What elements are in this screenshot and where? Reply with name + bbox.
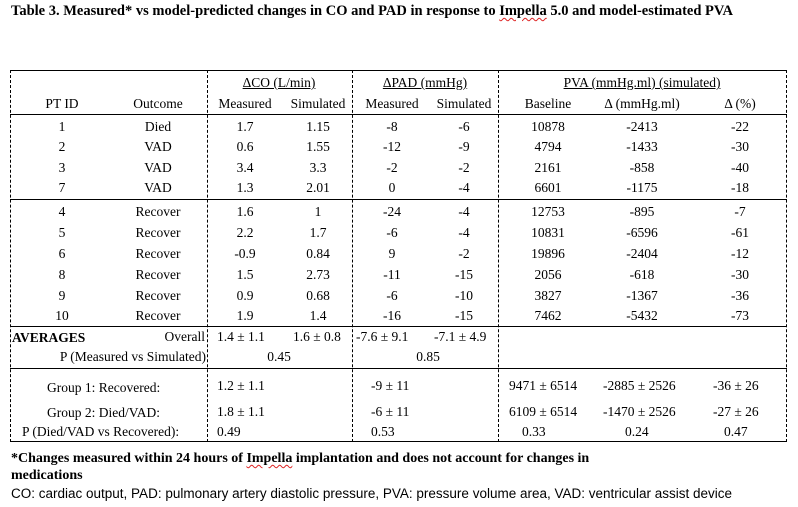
cell-co-measured: 3.4	[236, 160, 254, 175]
group-divider	[10, 199, 787, 200]
cell-pad-measured: -2	[386, 160, 398, 175]
cell-pva-pct: -7	[734, 204, 746, 219]
avg-co-simulated: 1.6 ± 0.8	[293, 329, 341, 344]
cell-pt-id: 2	[58, 139, 66, 154]
title-text-post: 5.0 and model-estimated PVA	[546, 3, 733, 19]
cell-pva-pct: -18	[731, 180, 749, 195]
cell-pad-simulated: -10	[455, 288, 473, 303]
cell-pva-pct: -30	[731, 267, 749, 282]
group1-pva-delta: -2885 ± 2526	[603, 378, 676, 393]
cell-outcome: Recover	[135, 225, 181, 240]
cell-pva-baseline: 12753	[531, 204, 565, 219]
header-pt-id: PT ID	[45, 96, 79, 111]
cell-pt-id: 5	[58, 225, 66, 240]
cell-pad-simulated: -4	[458, 180, 470, 195]
group2-label: Group 2: Died/VAD:	[47, 405, 160, 420]
cell-outcome: VAD	[144, 139, 172, 154]
cell-pva-baseline: 2161	[534, 160, 562, 175]
header-pad-simulated: Simulated	[436, 96, 492, 111]
p-died-vs-recovered-label: P (Died/VAD vs Recovered):	[22, 424, 180, 439]
cell-pva-pct: -73	[731, 308, 749, 323]
cell-co-measured: -0.9	[234, 246, 256, 261]
cell-pad-measured: -11	[383, 267, 401, 282]
cell-pad-simulated: -15	[455, 267, 473, 282]
cell-pva-delta: -2413	[626, 119, 658, 134]
cell-pt-id: 9	[58, 288, 66, 303]
cell-pad-simulated: -4	[458, 204, 470, 219]
cell-pva-delta: -858	[629, 160, 655, 175]
left-border	[10, 70, 11, 442]
cell-pva-baseline: 4794	[534, 139, 562, 154]
cell-pva-baseline: 2056	[534, 267, 562, 282]
cell-pad-measured: -6	[386, 288, 398, 303]
cell-pva-delta: -1433	[626, 139, 658, 154]
avg-pad-simulated: -7.1 ± 4.9	[434, 329, 487, 344]
cell-pad-simulated: -2	[458, 160, 470, 175]
cell-co-simulated: 1.7	[309, 225, 327, 240]
cell-co-measured: 1.7	[236, 119, 254, 134]
cell-pad-measured: -12	[383, 139, 401, 154]
cell-pva-delta: -6596	[626, 225, 658, 240]
cell-pva-pct: -22	[731, 119, 749, 134]
header-co-simulated: Simulated	[290, 96, 346, 111]
group2-pad: -6 ± 11	[371, 404, 410, 419]
footnote	[11, 450, 589, 484]
cell-pva-baseline: 10878	[531, 119, 565, 134]
header-outcome: Outcome	[133, 96, 183, 111]
cell-pad-measured: 9	[388, 246, 396, 261]
cell-pad-measured: -24	[383, 204, 401, 219]
cell-pt-id: 8	[58, 267, 66, 282]
header-pva-pct: Δ (%)	[724, 96, 756, 111]
pva-column-border	[498, 70, 499, 442]
cell-co-measured: 0.6	[236, 139, 254, 154]
cell-outcome: Died	[144, 119, 172, 134]
cell-pt-id: 6	[58, 246, 66, 261]
cell-pad-measured: -8	[386, 119, 398, 134]
cell-pva-delta: -618	[629, 267, 655, 282]
group2-pva-delta: -1470 ± 2526	[603, 404, 676, 419]
group1-label: Group 1: Recovered:	[47, 380, 161, 395]
group1-pva-baseline: 9471 ± 6514	[509, 378, 578, 393]
table-top-border	[10, 70, 787, 71]
header-co-measured: Measured	[218, 96, 272, 111]
header-group-pva: PVA (mmHg.ml) (simulated)	[563, 75, 721, 90]
cell-outcome: Recover	[135, 288, 181, 303]
header-pad-measured: Measured	[365, 96, 419, 111]
cell-co-measured: 1.9	[236, 308, 254, 323]
cell-pt-id: 4	[58, 204, 66, 219]
cell-pad-measured: -16	[383, 308, 401, 323]
co-column-border	[207, 70, 208, 442]
overall-label: Overall	[164, 329, 205, 344]
footnote-impella: Impella	[246, 451, 293, 466]
footnote-line1	[11, 450, 589, 467]
cell-pva-baseline: 10831	[531, 225, 565, 240]
group1-pva-pct: -36 ± 26	[713, 378, 759, 393]
averages-divider	[10, 326, 787, 327]
title-impella: Impella	[499, 3, 547, 19]
title-text-pre: Table 3. Measured* vs model-predicted changes in CO and PAD in response to	[11, 3, 500, 19]
table-title	[11, 3, 733, 20]
cell-pva-delta: -5432	[626, 308, 658, 323]
cell-co-measured: 1.3	[236, 180, 254, 195]
abbreviations-note: CO: cardiac output, PAD: pulmonary artery diastolic pressure, PVA: pressure volume area, VAD: ventricular assist device	[11, 486, 733, 501]
groups-divider	[10, 368, 787, 369]
cell-pva-delta: -2404	[626, 246, 658, 261]
cell-co-simulated: 1	[314, 204, 322, 219]
cell-pad-simulated: -15	[455, 308, 473, 323]
header-group-co: ΔCO (L/min)	[242, 75, 316, 90]
pad-column-border	[352, 70, 353, 442]
cell-pt-id: 10	[55, 308, 69, 323]
p-group-pva-pct: 0.47	[724, 424, 748, 439]
cell-pva-pct: -30	[731, 139, 749, 154]
group2-pva-pct: -27 ± 26	[713, 404, 759, 419]
cell-pad-simulated: -4	[458, 225, 470, 240]
group2-co: 1.8 ± 1.1	[217, 404, 265, 419]
footnote-line2: medications	[11, 468, 83, 483]
cell-outcome: VAD	[144, 180, 172, 195]
cell-co-simulated: 1.15	[306, 119, 330, 134]
avg-pad-measured: -7.6 ± 9.1	[356, 329, 409, 344]
group1-pad: -9 ± 11	[371, 378, 410, 393]
cell-co-simulated: 2.73	[306, 267, 330, 282]
p-co: 0.45	[267, 349, 291, 364]
cell-pad-simulated: -6	[458, 119, 470, 134]
cell-pt-id: 7	[58, 180, 66, 195]
cell-outcome: Recover	[135, 267, 181, 282]
p-pad: 0.85	[416, 349, 440, 364]
header-pva-delta: Δ (mmHg.ml)	[604, 96, 680, 111]
table-bottom-border	[10, 441, 787, 442]
group1-co: 1.2 ± 1.1	[217, 378, 265, 393]
cell-co-simulated: 0.68	[306, 288, 330, 303]
footnote-text-pre: *Changes measured within 24 hours of	[11, 451, 247, 466]
cell-outcome: Recover	[135, 204, 181, 219]
cell-pva-baseline: 19896	[531, 246, 565, 261]
cell-pva-pct: -61	[731, 225, 749, 240]
cell-outcome: Recover	[135, 308, 181, 323]
p-measured-vs-simulated-label: P (Measured vs Simulated)	[59, 349, 206, 364]
cell-pva-baseline: 6601	[534, 180, 562, 195]
footnote-text-post: implantation and does not account for changes in	[292, 451, 590, 466]
cell-outcome: Recover	[135, 246, 181, 261]
cell-pva-delta: -895	[629, 204, 655, 219]
cell-pva-baseline: 7462	[534, 308, 562, 323]
cell-pad-measured: -6	[386, 225, 398, 240]
cell-co-simulated: 1.4	[309, 308, 327, 323]
cell-co-measured: 0.9	[236, 288, 254, 303]
p-group-co: 0.49	[217, 424, 241, 439]
avg-co-measured: 1.4 ± 1.1	[217, 329, 265, 344]
right-border	[786, 70, 787, 442]
cell-pad-measured: 0	[388, 180, 396, 195]
p-group-pad: 0.53	[371, 424, 395, 439]
cell-co-simulated: 1.55	[306, 139, 330, 154]
cell-outcome: VAD	[144, 160, 172, 175]
cell-pva-baseline: 3827	[534, 288, 562, 303]
cell-co-measured: 1.5	[236, 267, 254, 282]
p-group-pva-baseline: 0.33	[522, 424, 546, 439]
cell-pt-id: 3	[58, 160, 66, 175]
header-pva-baseline: Baseline	[524, 96, 572, 111]
cell-pva-pct: -36	[731, 288, 749, 303]
group2-pva-baseline: 6109 ± 6514	[509, 404, 578, 419]
cell-pad-simulated: -9	[458, 139, 470, 154]
p-group-pva-delta: 0.24	[625, 424, 649, 439]
cell-co-simulated: 2.01	[306, 180, 330, 195]
data-table	[10, 70, 787, 442]
cell-co-measured: 1.6	[236, 204, 254, 219]
cell-co-simulated: 3.3	[309, 160, 327, 175]
cell-pva-delta: -1175	[626, 180, 658, 195]
cell-co-measured: 2.2	[236, 225, 254, 240]
header-divider	[10, 114, 787, 115]
cell-pva-pct: -40	[731, 160, 749, 175]
averages-label: AVERAGES	[12, 330, 86, 345]
cell-pva-delta: -1367	[626, 288, 658, 303]
cell-pad-simulated: -2	[458, 246, 470, 261]
cell-pva-pct: -12	[731, 246, 749, 261]
cell-co-simulated: 0.84	[306, 246, 330, 261]
cell-pt-id: 1	[58, 119, 66, 134]
header-group-pad: ΔPAD (mmHg)	[382, 75, 468, 90]
